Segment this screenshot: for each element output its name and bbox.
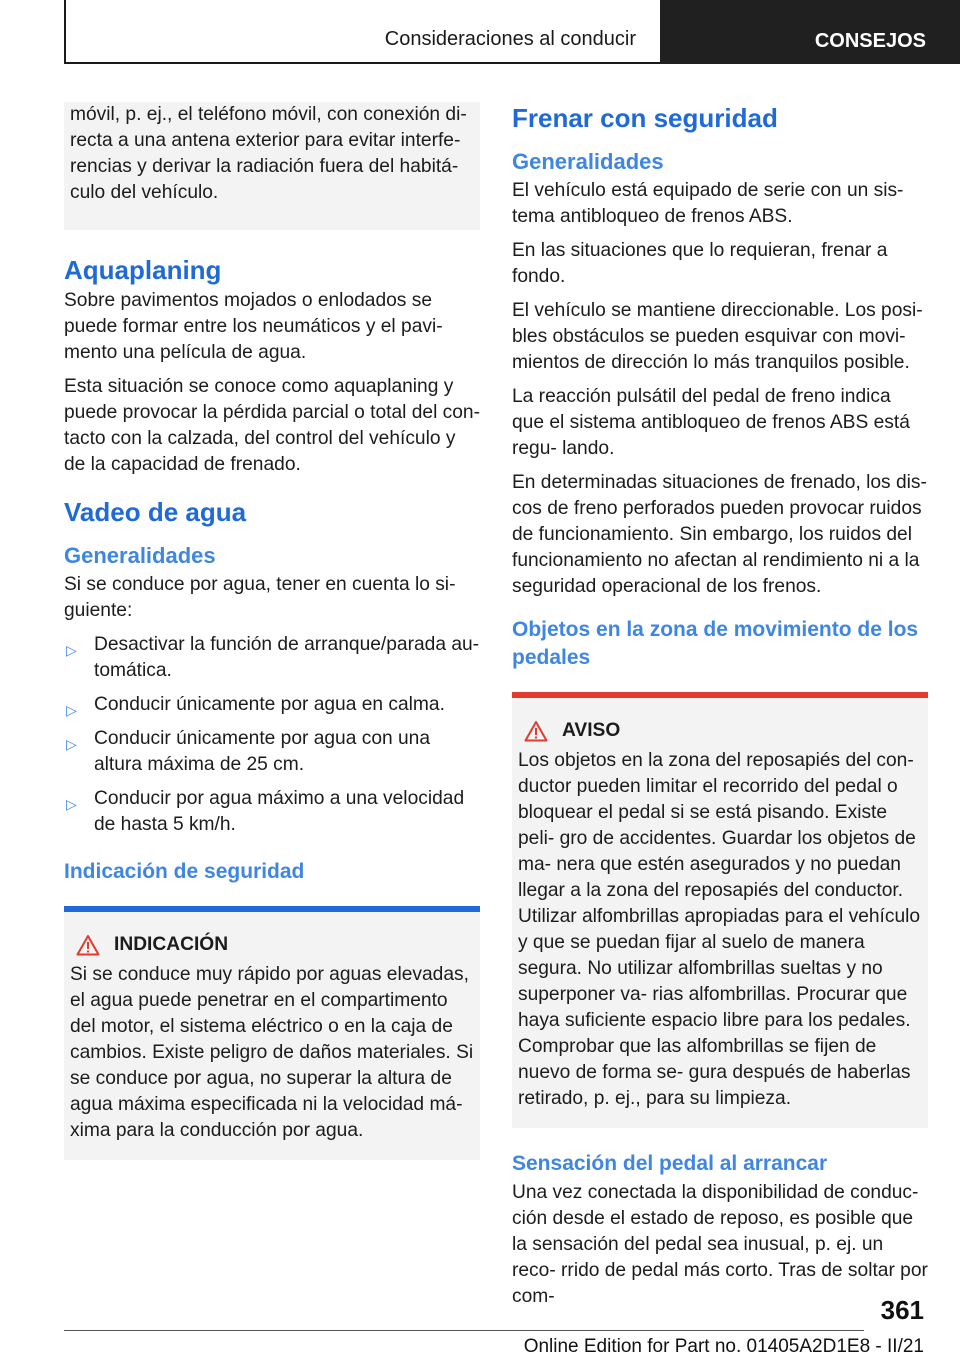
left-column [64,102,480,1160]
indicacion-heading: Indicación de seguridad [64,860,305,883]
frenar-paragraph-2: En las situaciones que lo requieran, frenar a fondo. [512,240,888,287]
section-title: Consideraciones al conducir [384,28,636,50]
aquaplaning-paragraph-1: Sobre pavimentos mojados o enlodados se puede formar entre los neumáticos y el pavi- mento una película de agua. [64,290,443,363]
vadeo-subheading: Generalidades [64,543,216,568]
frenar-paragraph-1: El vehículo está equipado de serie con un sis- tema antibloqueo de frenos ABS. [512,180,904,227]
warning-header [518,718,922,744]
triangle-right-icon: ▷ [66,736,77,752]
sensacion-paragraph-1: Una vez conectada la disponibilidad de conduc- ción desde el estado de reposo, es posible que la sensación del pedal sea inusual, p. ej. un reco- rrido de pedal más corto. Tras de soltar por com- [512,1182,928,1307]
list-item: ▷ Desactivar la función de arranque/parada au- tomática. [66,634,480,681]
aquaplaning-paragraph-2: Esta situación se conoce como aquaplaning y puede provocar la pérdida parcial o total del con- tacto con la calzada, del control del vehículo y de la capacidad de frenado. [64,376,480,475]
triangle-right-icon: ▷ [66,642,77,658]
objetos-heading: Objetos en la zona de movimiento de los pedales [512,618,919,669]
sensacion-heading: Sensación del pedal al arrancar [512,1152,828,1175]
triangle-right-icon: ▷ [66,796,77,812]
warning-label: AVISO [562,720,621,741]
notice-label: INDICACIÓN [114,934,229,955]
frenar-heading: Frenar con seguridad [512,103,778,133]
notice-box [64,906,480,1160]
frenar-paragraph-5: En determinadas situaciones de frenado, los dis- cos de freno perforados pueden provocar ruidos de funcionamiento. Sin embargo, los ruidos del funcionamiento no afectan al rendimiento ni a la seguridad operacional de los frenos. [512,472,927,597]
right-column [512,102,928,1318]
frenar-subheading: Generalidades [512,149,664,174]
chapter-tab-label: CONSEJOS [814,30,926,52]
warning-box [512,692,928,1128]
list-item: ▷ Conducir por agua máximo a una velocidad de hasta 5 km/h. [66,788,465,835]
warning-text: Los objetos en la zona del reposapiés del con- ductor pueden limitar el recorrido del pedal o bloquear el pedal si se está pisando. Existe peli- gro de accidentes. Guardar los objetos de ma- nera que estén asegurados y no puedan llegar a la zona del reposapiés del conductor. Utilizar alfombrillas apropiadas para el vehículo y que se puedan fijar al suelo de manera segura. No utilizar alfombrillas sueltas y no superponer va- rias alfombrillas. Procurar que haya suficiente espacio libre para los pedales. Comprobar que las alfombrillas se fijen de nuevo de forma se- gura después de haberlas retirado, p. ej., para su limpieza. [518,750,921,1109]
warning-triangle-icon [76,934,100,956]
vadeo-bullet-list [64,632,480,838]
edition-note: Online Edition for Part no. 01405A2D1E8 - II/21 [523,1336,924,1357]
continued-note-box [64,102,480,230]
list-item: ▷ Conducir únicamente por agua con una altura máxima de 25 cm. [66,728,431,775]
continued-note-text: móvil, p. ej., el teléfono móvil, con conexión di- recta a una antena exterior para evitar interfe- rencias y derivar la radiación fuera del habitá- culo del vehículo. [70,104,467,203]
frenar-paragraph-4: La reacción pulsátil del pedal de freno indica que el sistema antibloqueo de frenos ABS está regu- lando. [512,386,910,459]
notice-text: Si se conduce muy rápido por aguas elevadas, el agua puede penetrar en el compartimento del motor, el sistema eléctrico o en la caja de cambios. Existe peligro de daños materiales. Si se conduce por agua, no superar la altura de agua máxima especificada ni la velocidad má- xima para la conducción por agua. [70,964,474,1141]
aquaplaning-heading: Aquaplaning [64,255,222,285]
footer-divider [64,1330,864,1331]
warning-triangle-icon [524,720,548,742]
vadeo-heading: Vadeo de agua [64,497,247,527]
vadeo-intro: Si se conduce por agua, tener en cuenta lo si- guiente: [64,574,456,621]
page-number: 361 [880,1295,924,1325]
triangle-right-icon: ▷ [66,702,77,718]
frenar-paragraph-3: El vehículo se mantiene direccionable. Los posi- bles obstáculos se pueden esquivar con movi- mientos de dirección lo más tranquilos posible. [512,300,923,373]
chapter-tab [660,0,960,64]
list-item: ▷ Conducir únicamente por agua en calma. [64,692,480,718]
notice-header [70,932,474,958]
